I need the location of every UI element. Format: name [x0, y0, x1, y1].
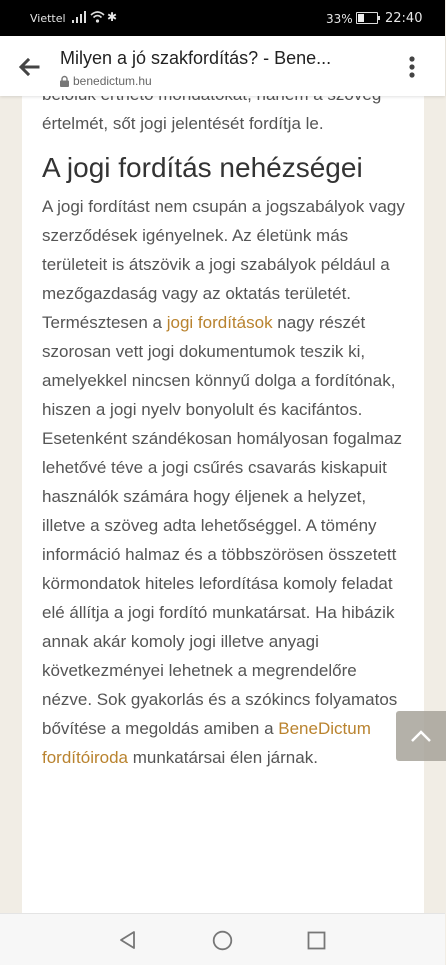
triangle-back-icon[interactable]	[118, 930, 138, 950]
url-text: benedictum.hu	[73, 74, 152, 88]
chevron-up-icon	[409, 726, 433, 746]
arrow-left-icon[interactable]	[16, 54, 42, 80]
body-text-1: A jogi fordítást nem csupán a jogszabályok vagy szerződések igényelnek. Az életünk más területeit is átszövik a jogi szabályok például a mezőgazdaság vagy az oktatás területét. Természtesen a	[42, 197, 405, 332]
clock: 22:40	[385, 11, 423, 26]
more-vert-icon[interactable]	[402, 54, 422, 80]
url-bar[interactable]	[60, 74, 152, 88]
article-card	[22, 96, 424, 913]
body-text-3: munkatársai élen járnak.	[128, 748, 318, 767]
body-text-2: nagy részét szorosan vett jogi dokumentumok teszik ki, amelyekkel nincsen könnyű dolga a fordítónak, hiszen a jogi nyelv bonyolult és kacifántos. Esetenként szándékosan homályosan fogalmaz lehetővé téve a jogi csűrés csavarás kiskapuit használók számára hogy éljenek a helyzet, illetve a szöveg adta lehetőséggel. A tömény információ halmaz és a többszörösen összetett körmondatok hiteles lefordítása komoly feladat elé állítja a jogi fordító munkatársat. Ha hibázik annak akár komoly jogi illetve anyagi következményei lehetnek a megrendelőre nézve. Sok gyakorlás és a szókincs folyamatos bővítése a megoldás amiben a	[42, 313, 403, 738]
bluetooth-icon: ✱	[107, 10, 118, 24]
battery-icon	[356, 12, 378, 24]
link-benedictum-forditoiroda[interactable]: BeneDictum fordítóiroda	[42, 719, 371, 767]
intro-line-2: értelmét, sőt jogi jelentését fordítja le.	[42, 114, 324, 133]
browser-toolbar	[0, 36, 445, 96]
scroll-to-top-button[interactable]	[396, 711, 446, 761]
page-title[interactable]: Milyen a jó szakfordítás? - Bene...	[60, 48, 332, 68]
wifi-icon	[90, 11, 105, 23]
circle-home-icon[interactable]	[212, 930, 233, 951]
lock-icon	[60, 76, 69, 87]
signal-icon	[72, 11, 88, 23]
body-paragraph	[42, 192, 408, 772]
carrier-label: Viettel	[30, 12, 66, 25]
article-content	[42, 80, 408, 772]
section-heading: A jogi fordítás nehézségei	[42, 152, 363, 183]
system-navigation-bar	[0, 913, 445, 965]
status-bar	[0, 0, 445, 36]
link-jogi-forditasok[interactable]: jogi fordítások	[166, 313, 273, 332]
battery-percent: 33%	[326, 12, 353, 26]
square-recent-icon[interactable]	[307, 931, 326, 950]
